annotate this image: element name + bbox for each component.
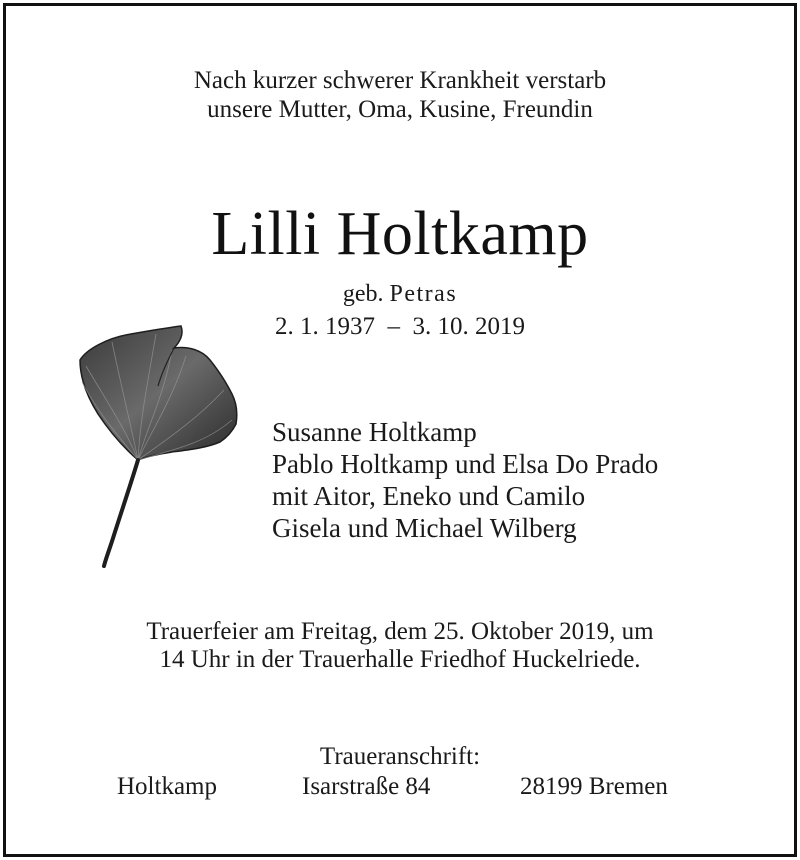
intro-line-2: unsere Mutter, Oma, Kusine, Freundin: [207, 96, 593, 123]
deceased-name: Lilli Holtkamp: [211, 200, 589, 268]
birth-name-prefix: geb.: [342, 281, 384, 307]
birth-name: Petras: [389, 281, 458, 307]
address-city: 28199 Bremen: [520, 773, 668, 800]
birth-name-line: [0, 280, 800, 308]
mourner-line: Pablo Holtkamp und Elsa Do Prado: [272, 449, 659, 479]
address-street: Isarstraße 84: [302, 773, 431, 800]
mourner-line: mit Aitor, Eneko und Camilo: [272, 481, 586, 511]
address-label: Traueranschrift:: [319, 743, 481, 770]
ceremony-line-1: Trauerfeier am Freitag, dem 25. Oktober 2019, um: [146, 618, 654, 645]
ginkgo-leaf-icon: [76, 320, 241, 570]
mourner-line: Gisela und Michael Wilberg: [272, 513, 577, 543]
life-dates: 2. 1. 1937 – 3. 10. 2019: [275, 313, 525, 340]
address-name: Holtkamp: [117, 773, 217, 800]
mourners-list: [272, 416, 658, 544]
ceremony-line-2: 14 Uhr in der Trauerhalle Friedhof Huckelriede.: [159, 646, 641, 673]
intro-line-1: Nach kurzer schwerer Krankheit verstarb: [193, 67, 607, 94]
intro-text: [0, 66, 800, 124]
mourner-line: Susanne Holtkamp: [272, 417, 477, 447]
ceremony-info: [0, 618, 800, 674]
